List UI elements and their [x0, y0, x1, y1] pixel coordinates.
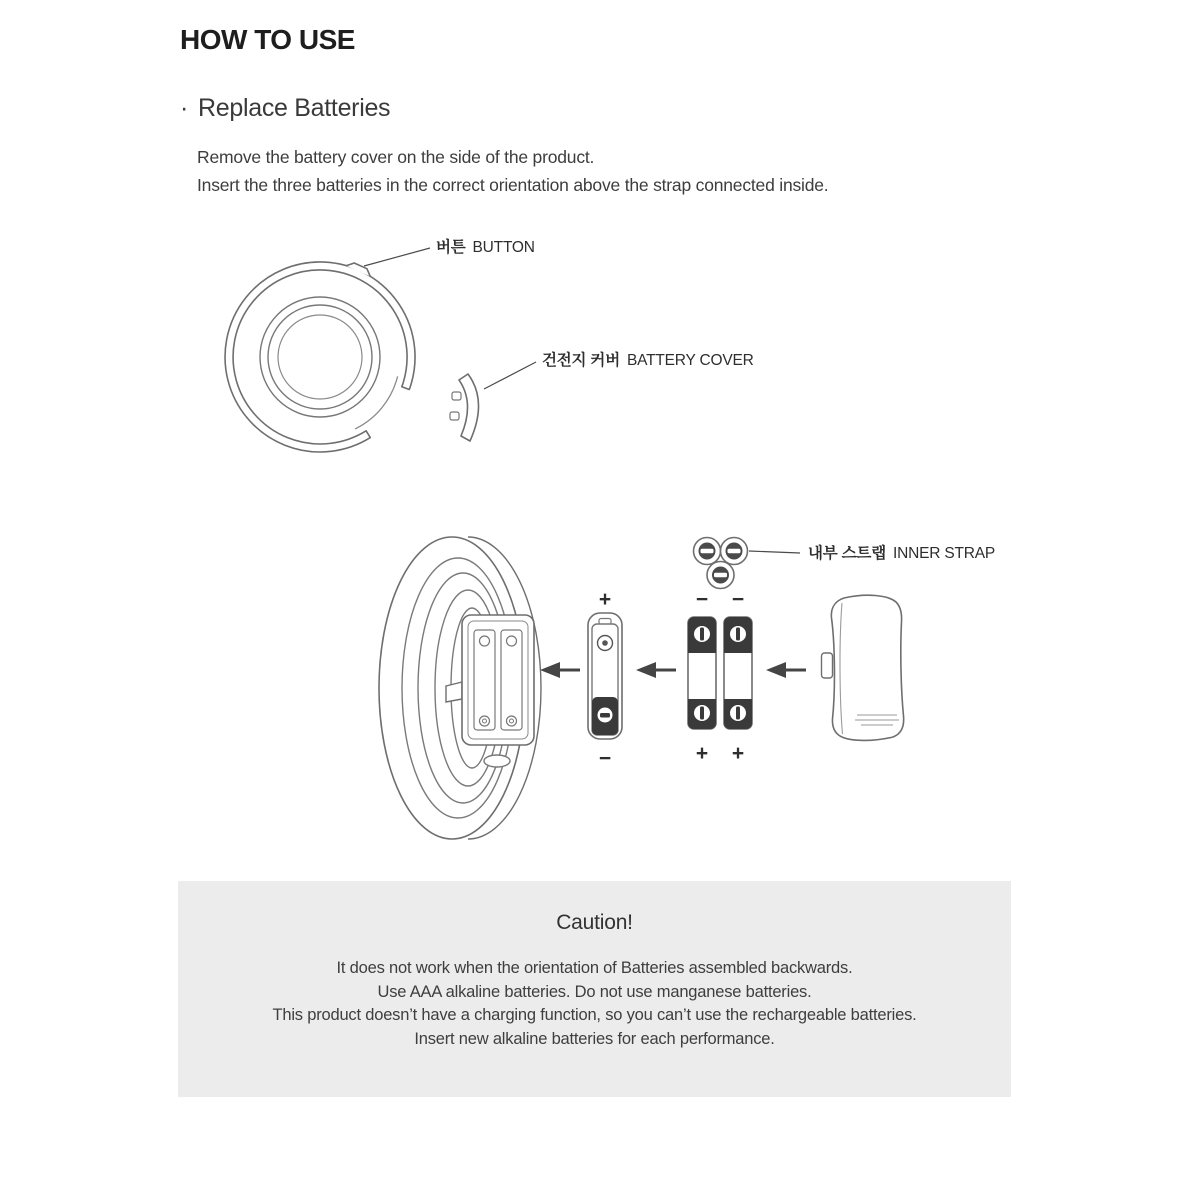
battery-bottom-cap — [724, 699, 752, 729]
ring-hole — [451, 608, 493, 768]
strap-screw-head — [699, 543, 716, 560]
bullet: · — [180, 94, 189, 122]
contact — [480, 636, 490, 646]
ring-inner-circle — [268, 305, 372, 409]
spring-contact — [507, 716, 517, 726]
minus-sign: − — [598, 747, 612, 770]
aaa-battery — [724, 588, 752, 765]
terminal-mark-dot — [602, 640, 608, 646]
terminal-mark — [598, 636, 613, 651]
ring-side-view — [379, 537, 541, 839]
instruction-line: Remove the battery cover on the side of the product. — [197, 147, 595, 167]
callout-button-ko: 버튼 — [436, 239, 466, 256]
strap-screw-head — [726, 543, 743, 560]
battery-cover-piece — [450, 374, 479, 441]
cover-tab — [452, 392, 461, 400]
ring-groove — [402, 558, 514, 818]
callout-battery-cover-ko: 건전지 커버 — [542, 352, 620, 369]
ring-groove — [418, 573, 508, 803]
cover-body — [831, 595, 903, 740]
instruction-line: Insert the three batteries in the correct orientation above the strap connected inside. — [197, 175, 829, 195]
compartment-latch — [446, 682, 462, 702]
compartment-body — [462, 615, 534, 745]
page-title: HOW TO USE — [180, 24, 355, 55]
terminal-mark — [730, 626, 746, 642]
strap-screw — [707, 562, 734, 589]
battery-holder — [588, 588, 622, 770]
battery-compartment — [446, 615, 534, 745]
battery-top-cap — [724, 641, 752, 653]
arrow-left-icon — [766, 662, 806, 678]
spring-contact — [480, 716, 490, 726]
callout-inner-strap-label — [808, 542, 995, 566]
section-heading-text: Replace Batteries — [198, 94, 391, 122]
ring-groove — [435, 590, 501, 786]
callout-battery-cover-en: BATTERY COVER — [626, 352, 754, 369]
ring-outer-band — [225, 262, 415, 452]
terminal-mark — [598, 708, 613, 723]
battery-body — [688, 617, 716, 729]
minus-sign: − — [731, 588, 745, 611]
caution-title: Caution! — [556, 911, 633, 934]
instructions — [197, 143, 828, 199]
strap-screw — [721, 538, 748, 565]
button-notch — [346, 263, 370, 276]
contact — [507, 636, 517, 646]
plus-sign: + — [695, 742, 709, 765]
battery-bottom-cap — [724, 699, 752, 711]
terminal-mark — [694, 626, 710, 642]
ring-inner-arc — [355, 376, 398, 429]
spring-contact — [510, 719, 514, 723]
ring-inner-circle — [260, 297, 380, 417]
terminal-mark — [730, 705, 746, 721]
arrow-left-icon — [636, 662, 676, 678]
caution-lines — [178, 957, 1011, 1051]
battery-top-cap — [724, 617, 752, 653]
strap-hole — [484, 755, 510, 767]
ring-outline — [379, 537, 525, 839]
cover-body — [459, 374, 479, 441]
terminal-mark — [694, 705, 710, 721]
cover-inner-edge — [840, 603, 843, 734]
compartment-inner — [468, 621, 528, 739]
ring-front-diagram — [225, 248, 536, 452]
battery-slot — [501, 630, 522, 730]
strap-screw — [694, 538, 721, 565]
ring-depth-edge — [468, 537, 541, 839]
holder-body — [588, 613, 622, 739]
terminal-slot — [736, 707, 740, 720]
callout-battery-cover-label — [542, 349, 754, 373]
caution-line: This product doesn’t have a charging function, so you can’t use the rechargeable batteries. — [272, 1006, 917, 1024]
callout-inner-strap-en: INNER STRAP — [892, 545, 995, 562]
section-heading — [180, 94, 390, 123]
terminal-slot — [736, 628, 740, 641]
ring-inner-circle — [278, 315, 362, 399]
caution-box — [178, 881, 1011, 1097]
inner-strap-connector — [694, 538, 748, 589]
battery-body — [592, 624, 618, 735]
inner-strap-leader-line — [749, 551, 800, 553]
strap-screw-head — [712, 567, 729, 584]
strap-screw-slot — [714, 573, 727, 577]
caution-line: Use AAA alkaline batteries. Do not use manganese batteries. — [377, 982, 812, 1001]
callout-button-label — [436, 236, 535, 260]
battery-bottom-cap — [688, 699, 716, 711]
arrow-left-icon — [540, 662, 580, 678]
cover-tab — [822, 653, 833, 678]
battery-slot — [474, 630, 495, 730]
battery-nub — [599, 619, 611, 625]
aaa-battery — [688, 588, 716, 765]
cover-tab — [450, 412, 459, 420]
button-leader-line — [364, 248, 430, 266]
battery-top-cap — [688, 641, 716, 653]
callout-inner-strap-ko: 내부 스트랩 — [808, 545, 886, 562]
battery-body — [724, 617, 752, 729]
battery-top-cap — [688, 617, 716, 653]
callout-button-en: BUTTON — [472, 239, 535, 256]
terminal-slot — [600, 713, 610, 718]
caution-line: Insert new alkaline batteries for each performance. — [414, 1029, 775, 1048]
plus-sign: + — [731, 742, 745, 765]
strap-screw-slot — [701, 549, 714, 553]
terminal-slot — [700, 628, 704, 641]
caution-line: It does not work when the orientation of Batteries assembled backwards. — [336, 959, 853, 977]
battery-cover-leader-line — [484, 362, 536, 389]
spring-contact — [483, 719, 487, 723]
exploded-view-diagram — [379, 537, 904, 839]
battery-cover-side-view — [822, 595, 904, 740]
terminal-slot — [700, 707, 704, 720]
plus-sign: + — [598, 588, 612, 611]
battery-negative-cap — [592, 697, 618, 735]
battery-bottom-cap — [688, 699, 716, 729]
strap-screw-slot — [728, 549, 741, 553]
minus-sign: − — [695, 588, 709, 611]
